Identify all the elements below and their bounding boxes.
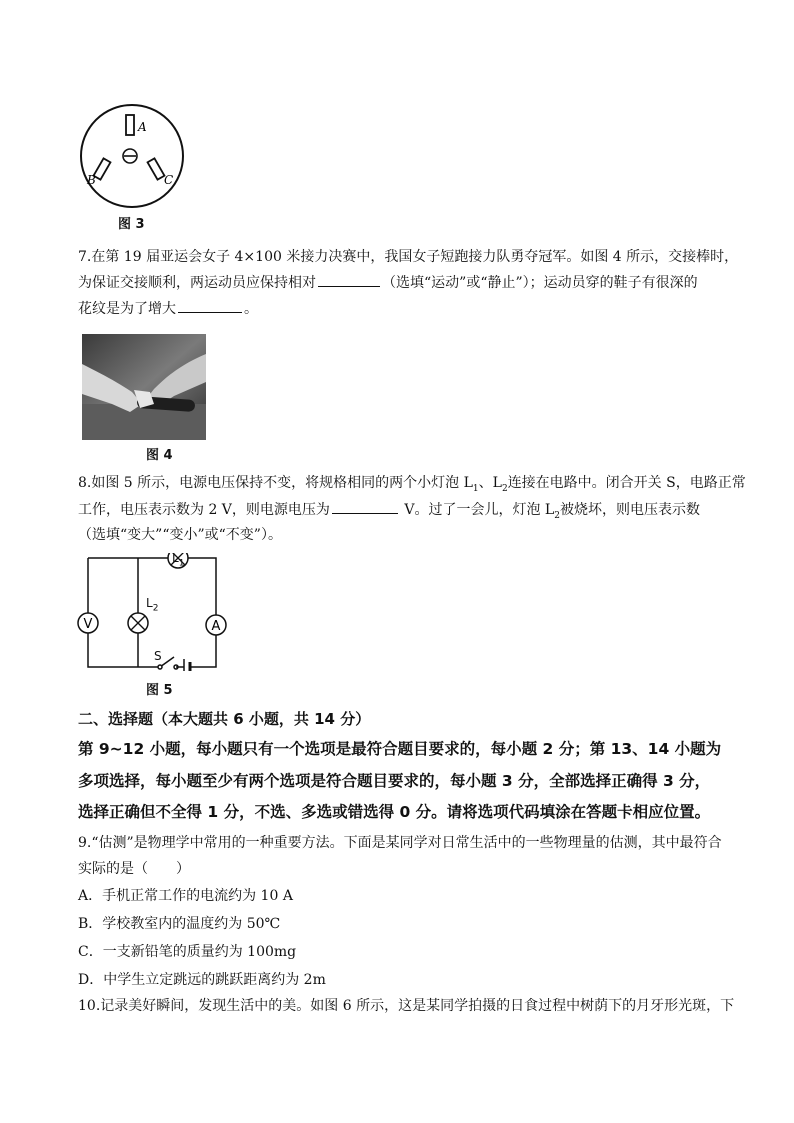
pin-label-b: B (87, 173, 96, 187)
lamp-l1-letter: L (172, 551, 179, 565)
ammeter-label: A (211, 619, 221, 634)
ammeter (206, 615, 226, 635)
q9-option-d[interactable]: D．中学生立定跳远的跳跃距离约为 2m (78, 972, 326, 988)
voltmeter (78, 613, 98, 633)
section-2-inst2: 多项选择，每小题至少有两个选项是符合题目要求的，每小题 3 分，全部选择正确得 3 分， (78, 772, 711, 790)
q8-sub-1: 1 (472, 483, 479, 494)
q9-line2: 实际的是（ ） (78, 861, 190, 877)
section-2-title: 二、选择题（本大题共 6 小题，共 14 分） (78, 710, 371, 728)
q10-line1: 10.记录美好瞬间，发现生活中的美。如图 6 所示，这是某同学拍摄的日食过程中树荫下的月牙形光斑，下 (78, 998, 735, 1014)
q8-line1a: 8.如图 5 所示，电源电压保持不变，将规格相同的两个小灯泡 L (78, 475, 473, 491)
section-2-inst3: 选择正确但不全得 1 分，不选、多选或错选得 0 分。请将选项代码填涂在答题卡相应位置。 (78, 803, 711, 821)
q7-line1: 7.在第 19 届亚运会女子 4×100 米接力决赛中，我国女子短跑接力队勇夺冠军。如图 4 所示，交接棒时， (78, 249, 739, 265)
q7-line3 (78, 298, 728, 319)
figure-4 (82, 334, 206, 462)
q9-option-a[interactable]: A．手机正常工作的电流约为 10 A (78, 888, 293, 904)
q7-blank-1[interactable] (318, 272, 380, 287)
q7-line2a: 为保证交接顺利，两运动员应保持相对 (78, 275, 316, 291)
q9-option-b[interactable]: B．学校教室内的温度约为 50℃ (78, 916, 281, 932)
q7-line2 (78, 272, 728, 293)
q8-sub-3: 2 (554, 510, 560, 521)
q7-blank-2[interactable] (178, 298, 242, 313)
q8-line2a: 工作，电压表示数为 2 V，则电源电压为 (78, 502, 330, 518)
switch-label: S (154, 649, 162, 663)
pin-label-a: A (138, 120, 147, 134)
figure-3-caption: 图 3 (118, 217, 145, 232)
q8-line2 (78, 499, 728, 526)
q7-line3a: 花纹是为了增大 (78, 301, 176, 317)
q8-line2b: V。过了一会儿，灯泡 L (399, 502, 555, 518)
q8-line3: （选填“变大”“变小”或“不变”）。 (78, 527, 282, 543)
q7-line3b: 。 (244, 301, 258, 317)
voltmeter-label: V (83, 617, 93, 632)
lamp-l2 (128, 613, 148, 633)
figure-3 (78, 98, 188, 233)
figure-4-caption: 图 4 (146, 448, 173, 463)
q7-line2b: （选填“运动”或“静止”）；运动员穿的鞋子有很深的 (382, 275, 698, 291)
q8-line1c: 、L (478, 475, 502, 491)
q9-line1: 9.“估测”是物理学中常用的一种重要方法。下面是某同学对日常生活中的一些物理量的估测，其中最符合 (78, 835, 722, 851)
q9-option-c[interactable]: C．一支新铅笔的质量约为 100mg (78, 944, 297, 960)
q8-line1 (78, 473, 746, 499)
q8-line1e: 连接在电路中。闭合开关 S，电路正常 (507, 475, 746, 491)
q8-blank-1[interactable] (332, 499, 398, 514)
lamp-l2-label (146, 596, 158, 613)
lamp-l2-sub: 2 (152, 603, 159, 614)
pin-label-c: C (164, 173, 174, 187)
q8-line2d: 被烧坏，则电压表示数 (559, 502, 700, 518)
figure-5-caption: 图 5 (146, 683, 173, 698)
socket-diagram (78, 98, 188, 218)
lamp-l2-letter: L (146, 596, 153, 610)
lamp-l1-label (172, 551, 184, 568)
section-2-inst1: 第 9~12 小题，每小题只有一个选项是最符合题目要求的，每小题 2 分；第 13、14 小题为 (78, 740, 722, 758)
baton-photo (82, 334, 206, 440)
q8-sub-2: 2 (501, 483, 508, 494)
figure-5 (72, 553, 242, 698)
lamp-l1-sub: 1 (178, 558, 185, 569)
